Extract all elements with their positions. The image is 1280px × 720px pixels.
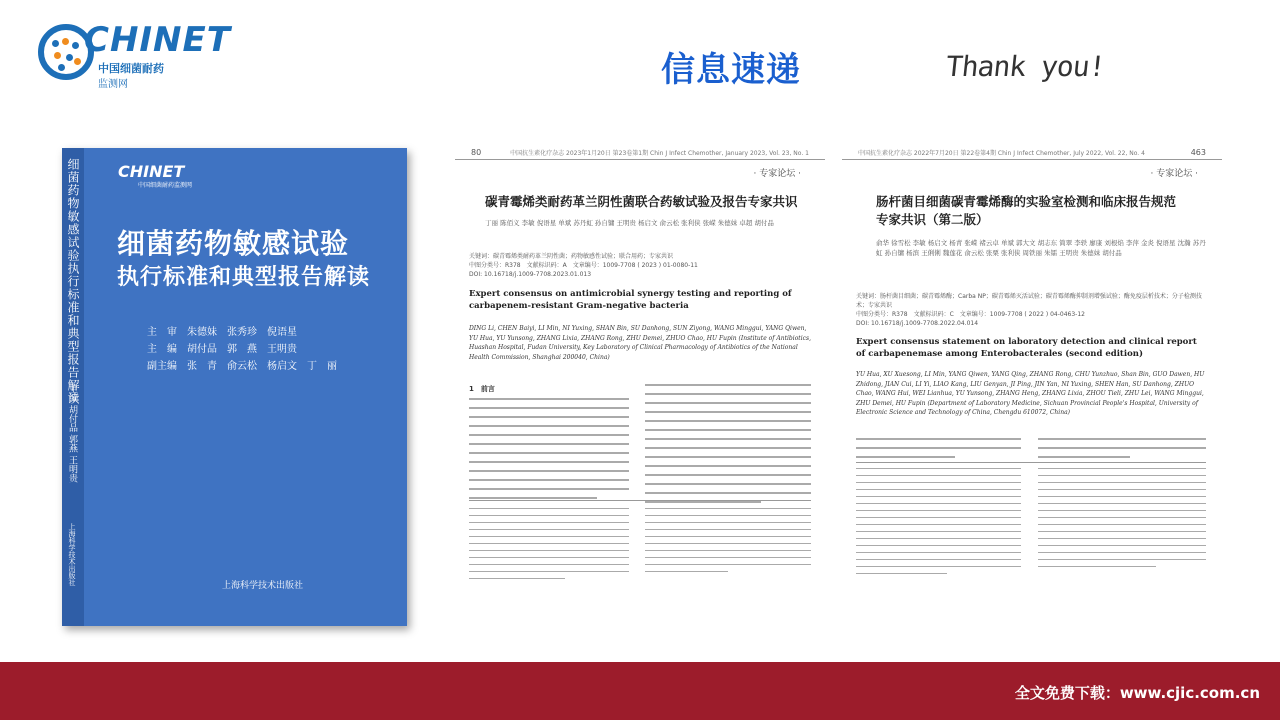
article-title-en: Expert consensus on antimicrobial synergy testing and reporting of carbapenem-resistant Gram-negative bacteria <box>469 289 792 311</box>
book-title-line2: 执行标准和典型报告解读 <box>117 265 371 290</box>
footer-bar <box>0 662 1280 720</box>
footnotes-left <box>469 508 629 586</box>
body-text-right <box>1038 438 1206 465</box>
journal-header: 中国抗生素化疗杂志 2023年1月20日 第23卷第1期 Chin J Infect Chemother, January 2023, Vol. 23, No. 1 <box>510 150 809 157</box>
chinet-logo <box>38 20 231 90</box>
keywords-line: 关键词：碳青霉烯类耐药革兰阴性菌；药物敏感性试验；联合用药；专家共识 <box>469 253 674 260</box>
running-header <box>842 148 1222 160</box>
footnotes-left <box>856 468 1021 581</box>
logo-brand: CHINET <box>84 20 231 60</box>
authors-cn: 丁丽 陈佰义 李敏 倪语星 单斌 苏丹虹 孙自镛 王明贵 杨启文 俞云松 张利侠 张嵘 朱德妹 卓超 胡付品 <box>485 219 774 227</box>
body-text-left <box>856 438 1021 465</box>
book-spine <box>62 148 84 626</box>
running-header <box>455 148 825 160</box>
body-text-left <box>469 398 629 506</box>
article-page-2 <box>842 148 1222 608</box>
body-text-right <box>645 384 811 510</box>
footnote-divider <box>469 500 811 501</box>
book-credits <box>147 324 337 375</box>
spine-title: 细菌药物敏感试验执行标准和典型报告解读 <box>66 158 80 405</box>
class-number: 中图分类号：R378 文献标识码：C 文章编号：1009-7708 ( 2022 ) 04-0463-12 <box>856 311 1085 318</box>
article-title-cn: 肠杆菌目细菌碳青霉烯酶的实验室检测和临床报告规范 <box>876 194 1177 209</box>
keywords <box>469 252 814 279</box>
book-publisher: 上海科学技术出版社 <box>222 581 304 591</box>
book-title-line1: 细菌药物敏感试验 <box>117 227 350 260</box>
doi: DOI: 10.16718/j.1009-7708.2023.01.013 <box>469 271 592 278</box>
logo-subtitle-2: 监测网 <box>98 79 128 90</box>
spine-publisher: 上海科学技术出版社 <box>68 523 76 586</box>
keywords <box>856 292 1208 328</box>
credit-line: 副主编 张 青 俞云松 杨启文 丁 丽 <box>147 361 337 372</box>
footnotes-right <box>1038 468 1206 574</box>
page-title: 信息速递 <box>661 50 801 90</box>
authors-cn: 俞华 徐雪松 李敏 杨启文 杨青 张嵘 褚云卓 单斌 郭大文 胡志东 简翠 李轶 廖康 刘根焰 李萍 金炎 倪语星 沈瀚 苏丹虹 孙自镛 杨滨 王俐俐 魏莲花 俞云松 张栗 张利侠 周铁丽 朱镭 王明贵 朱德妹 胡付品 <box>876 239 1206 257</box>
footnote-divider <box>856 462 1206 463</box>
book-logo-subtitle: 中国细菌耐药监测网 <box>138 182 193 189</box>
section-heading: 1 前言 <box>469 385 495 393</box>
book-cover <box>62 148 407 626</box>
article-title-en: Expert consensus statement on laboratory detection and clinical report of carbapenemase among Enterobacterales (second edition) <box>856 337 1197 359</box>
article-title-cn: 碳青霉烯类耐药革兰阴性菌联合药敏试验及报告专家共识 <box>485 194 798 209</box>
doi: DOI: 10.16718/j.1009-7708.2022.04.014 <box>856 320 979 327</box>
credit-line: 主 审 朱德妹 张秀珍 倪语星 <box>147 327 297 338</box>
download-link[interactable]: 全文免费下载：www.cjic.com.cn <box>1014 684 1260 702</box>
logo-subtitle: 中国细菌耐药 <box>98 62 164 75</box>
spine-editors: 主编 胡付品 郭燕 王明贵 <box>67 384 77 483</box>
class-number: 中图分类号：R378 文献标识码：A 文章编号：1009-7708 ( 2023 ) 01-0080-11 <box>469 262 698 269</box>
column-tag: · 专家论坛 · <box>1150 169 1198 179</box>
article-page-1 <box>455 148 825 608</box>
journal-header: 中国抗生素化疗杂志 2022年7月20日 第22卷第4期 Chin J Infect Chemother, July 2022, Vol. 22, No. 4 <box>858 150 1145 157</box>
authors-en: DING Li, CHEN Baiyi, LI Min, NI Yuxing, SHAN Bin, SU Danhong, SUN Ziyong, WANG Minggui, YANG Qiwen, YU Hua, YU Yunsong, ZHANG Lixia, ZHANG Rong, ZHU Demei, ZHUO Chao, HU Fupin (Institute of Antibiotics, Huashan Hospital, Fudan University, Key Laboratory of Clinical Pharmacology of Antibiotics of the National Health Commission, Shanghai 200040, China) <box>469 325 811 361</box>
page-number: 80 <box>471 148 482 157</box>
book-logo: CHINET <box>118 162 185 181</box>
keywords-line: 关键词：肠杆菌目细菌；碳青霉烯酶；Carba NP；碳青霉烯灭活试验；碳青霉烯酶抑制剂增强试验；酶免疫层析技术；分子检测技术；专家共识 <box>856 293 1202 309</box>
authors-en: YU Hua, XU Xuesong, LI Min, YANG Qiwen, YANG Qing, ZHANG Rong, CHU Yunzhuo, Shan Bin, GUO Dawen, HU Zhidong, JIAN Cui, LI Yi, LIAO Kang, LIU Genyan, JI Ping, JIN Yan, NI Yuxing, SHEN Han, SU Danhong, ZHUO Chao, WANG Hui, WEI Lianhua, YU Yunsong, ZHANG Heng, ZHANG Lixia, ZHOU Tieli, ZHU Lei, WANG Minggui, ZHU Demei, HU Fupin (Department of Laboratory Medicine, Sichuan Provincial People's Hospital, University of Electronic Science and Technology of China, Chengdu 610072, China) <box>856 371 1205 416</box>
thank-you-text: Thank you! <box>944 50 1107 83</box>
page-number: 463 <box>1190 148 1206 157</box>
credit-line: 主 编 胡付品 郭 燕 王明贵 <box>147 344 297 355</box>
footnotes-right <box>645 508 811 579</box>
article-title-cn-2: 专家共识（第二版） <box>876 212 989 227</box>
column-tag: · 专家论坛 · <box>753 169 801 179</box>
